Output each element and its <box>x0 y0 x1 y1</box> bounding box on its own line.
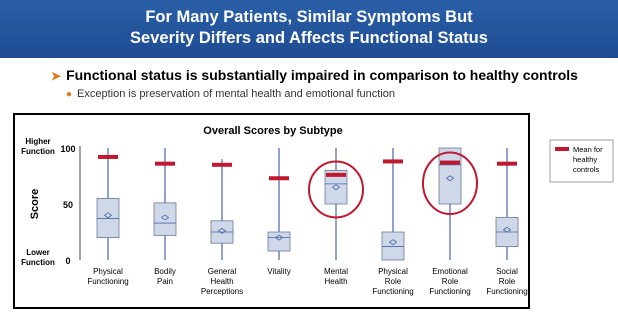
legend-swatch <box>555 147 569 151</box>
chart-legend <box>550 140 613 182</box>
y-axis-title: Score <box>29 188 41 220</box>
x-tick-label: General <box>207 267 237 276</box>
box-group <box>211 159 233 260</box>
healthy-control-mean-bar <box>440 161 460 165</box>
x-tick-label: Role <box>384 277 402 286</box>
box-iqr <box>154 203 176 235</box>
lower-function-label: Lower <box>26 248 50 257</box>
x-tick-label: Functioning <box>429 287 471 296</box>
y-tick-label: 50 <box>62 200 74 210</box>
x-tick-labels <box>87 267 527 296</box>
main-bullet-text: Functional status is substantially impaired in comparison to healthy controls <box>66 67 578 83</box>
x-tick-label: Functioning <box>372 287 414 296</box>
legend-label: healthy <box>573 155 598 164</box>
chart-boxes <box>97 148 518 260</box>
higher-function-label: Higher <box>25 137 51 146</box>
box-group <box>496 148 518 260</box>
healthy-control-mean-bar <box>98 155 118 159</box>
higher-function-label: Function <box>21 147 55 156</box>
arrow-bullet-icon: ➤ <box>51 69 62 83</box>
x-tick-label: Emotional <box>432 267 468 276</box>
box-group <box>268 148 290 260</box>
chart-axes <box>21 137 80 267</box>
box-group <box>97 148 119 260</box>
x-tick-label: Functioning <box>486 287 528 296</box>
dot-bullet-icon: ● <box>66 89 73 100</box>
sub-bullet-text: Exception is preservation of mental health and emotional function <box>77 88 396 100</box>
x-tick-label: Health <box>210 277 234 286</box>
healthy-control-mean-bar <box>212 163 232 167</box>
x-tick-label: Health <box>324 277 348 286</box>
box-iqr <box>382 232 404 260</box>
x-tick-label: Mental <box>323 267 349 276</box>
healthy-control-mean-bar <box>383 159 403 163</box>
healthy-control-mean-bar <box>269 176 289 180</box>
x-tick-label: Vitality <box>267 267 291 276</box>
box-group <box>325 148 347 260</box>
y-tick-label: 100 <box>60 144 76 154</box>
legend-label: Mean for <box>573 145 603 154</box>
x-tick-label: Functioning <box>87 277 129 286</box>
slide-title-line2: Severity Differs and Affects Functional Status <box>130 29 488 47</box>
chart-title: Overall Scores by Subtype <box>203 125 343 137</box>
box-group <box>382 148 404 260</box>
x-tick-label: Social <box>496 267 518 276</box>
healthy-control-mean-bar <box>497 162 517 166</box>
x-tick-label: Pain <box>156 277 174 286</box>
x-tick-label: Perceptions <box>200 287 244 296</box>
x-tick-label: Physical <box>378 267 408 276</box>
y-tick-label: 0 <box>65 256 71 266</box>
x-tick-label: Role <box>498 277 516 286</box>
box-group <box>439 148 461 260</box>
x-tick-label: Physical <box>93 267 123 276</box>
healthy-control-mean-bar <box>326 173 346 177</box>
box-group <box>154 148 176 260</box>
healthy-control-mean-bar <box>155 162 175 166</box>
x-tick-label: Role <box>441 277 459 286</box>
lower-function-label: Function <box>21 258 55 267</box>
slide-title-line1: For Many Patients, Similar Symptoms But <box>145 8 473 26</box>
x-tick-label: Bodily <box>154 267 176 276</box>
legend-label: controls <box>573 165 600 174</box>
